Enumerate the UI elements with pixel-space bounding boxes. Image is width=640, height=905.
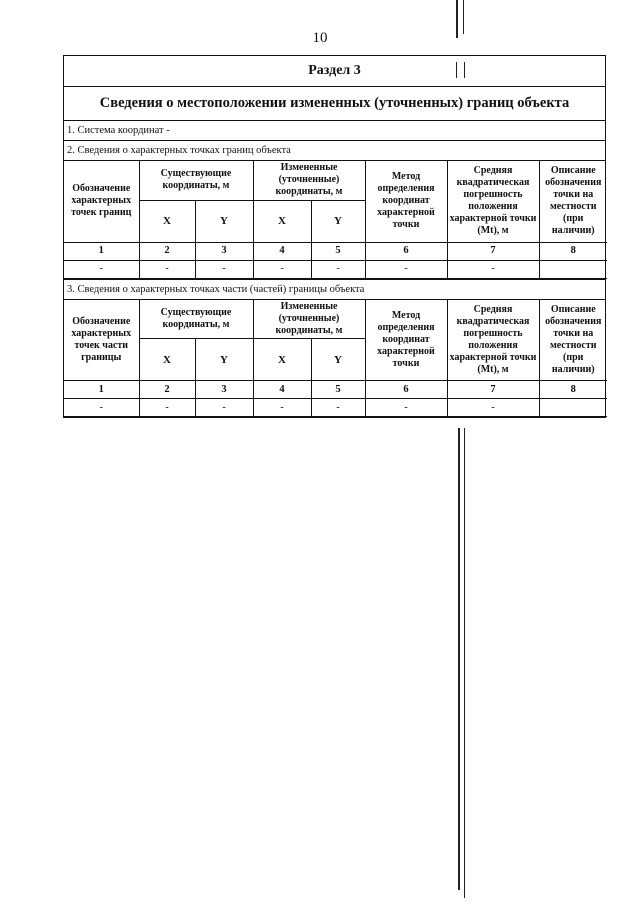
header-point-designation: Обозначение характерных точек границ	[64, 161, 139, 242]
table-cell: -	[64, 399, 139, 417]
table2-container	[64, 300, 605, 418]
header-point-designation: Обозначение характерных точек части границы	[64, 300, 139, 381]
coordinate-system-line: 1. Система координат -	[64, 121, 605, 141]
table-cell: -	[253, 260, 311, 278]
header-changed-x: X	[253, 200, 311, 242]
header-existing-x: X	[139, 339, 195, 381]
table-cell: -	[311, 399, 365, 417]
page-number: 10	[312, 30, 328, 46]
table-cell: -	[195, 399, 253, 417]
header-method: Метод определения координат характерной точки	[365, 161, 447, 242]
scan-line-bottom	[458, 428, 460, 890]
column-numbers-row	[64, 242, 607, 260]
header-existing-x: X	[139, 200, 195, 242]
column-number: 5	[311, 242, 365, 260]
header-description: Описание обозначения точки на местности (при наличии)	[539, 300, 607, 381]
column-number: 7	[447, 381, 539, 399]
column-number: 6	[365, 242, 447, 260]
column-number: 4	[253, 242, 311, 260]
header-existing-y: Y	[195, 200, 253, 242]
header-existing-coordinates: Существующие координаты, м	[139, 300, 253, 339]
column-number: 6	[365, 381, 447, 399]
section-title: Раздел 3	[64, 56, 605, 87]
column-numbers-row	[64, 381, 607, 399]
column-number: 4	[253, 381, 311, 399]
table-cell	[539, 260, 607, 278]
table-cell: -	[139, 260, 195, 278]
table1-container	[64, 161, 605, 280]
table-cell	[539, 399, 607, 417]
column-number: 8	[539, 242, 607, 260]
column-number: 1	[64, 381, 139, 399]
boundary-points-table	[64, 161, 607, 279]
section-subtitle: Сведения о местоположении измененных (уточненных) границ объекта	[64, 87, 605, 121]
column-number: 5	[311, 381, 365, 399]
table-cell: -	[195, 260, 253, 278]
header-changed-x: X	[253, 339, 311, 381]
table-cell: -	[64, 260, 139, 278]
table-cell: -	[311, 260, 365, 278]
header-existing-coordinates: Существующие координаты, м	[139, 161, 253, 200]
part-boundary-points-table	[64, 300, 607, 418]
section-3-document	[63, 55, 606, 418]
table-cell: -	[139, 399, 195, 417]
header-existing-y: Y	[195, 339, 253, 381]
scan-line-bottom-2	[464, 428, 465, 898]
header-accuracy: Средняя квадратическая погрешность положения характерной точки (Mt), м	[447, 161, 539, 242]
header-changed-coordinates: Измененные (уточненные) координаты, м	[253, 161, 365, 200]
scan-line-top-2	[463, 0, 464, 34]
table2-caption: 3. Сведения о характерных точках части (частей) границы объекта	[64, 280, 605, 300]
header-changed-y: Y	[311, 200, 365, 242]
column-number: 7	[447, 242, 539, 260]
header-description: Описание обозначения точки на местности (при наличии)	[539, 161, 607, 242]
header-method: Метод определения координат характерной точки	[365, 300, 447, 381]
column-number: 3	[195, 242, 253, 260]
table-cell: -	[365, 399, 447, 417]
header-changed-coordinates: Измененные (уточненные) координаты, м	[253, 300, 365, 339]
scan-line-top	[456, 0, 458, 38]
table-row	[64, 260, 607, 278]
header-accuracy: Средняя квадратическая погрешность положения характерной точки (Mt), м	[447, 300, 539, 381]
column-number: 8	[539, 381, 607, 399]
column-number: 3	[195, 381, 253, 399]
table-cell: -	[447, 260, 539, 278]
header-changed-y: Y	[311, 339, 365, 381]
table-cell: -	[365, 260, 447, 278]
table1-caption: 2. Сведения о характерных точках границ объекта	[64, 141, 605, 161]
table-cell: -	[253, 399, 311, 417]
column-number: 1	[64, 242, 139, 260]
column-number: 2	[139, 242, 195, 260]
table-cell: -	[447, 399, 539, 417]
column-number: 2	[139, 381, 195, 399]
table-row	[64, 399, 607, 417]
